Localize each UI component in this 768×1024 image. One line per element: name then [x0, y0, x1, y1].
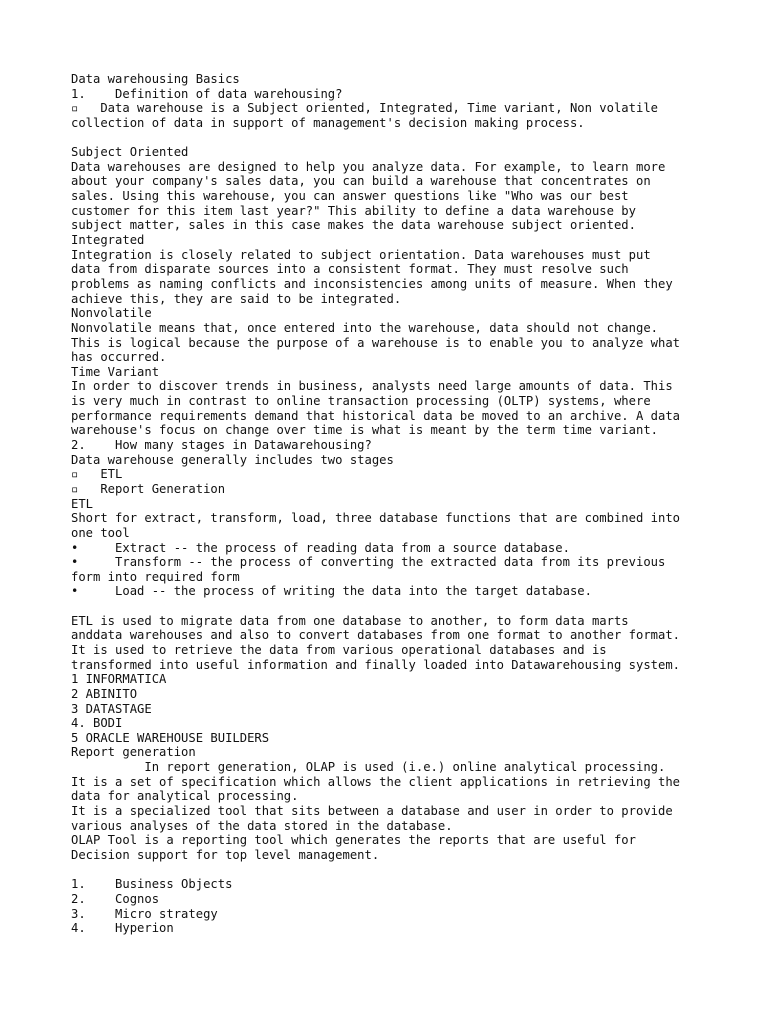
- text-line: 1. Definition of data warehousing?: [71, 86, 343, 101]
- text-line: one tool: [71, 525, 130, 540]
- text-line: form into required form: [71, 569, 240, 584]
- text-line: • Transform -- the process of converting the extracted data from its previous: [71, 555, 666, 570]
- text-line: 3 DATASTAGE: [71, 701, 152, 716]
- text-line: performance requirements demand that historical data be moved to an archive. A data: [71, 408, 681, 423]
- text-line: data for analytical processing.: [71, 789, 299, 804]
- text-line: • Load -- the process of writing the data into the target database.: [71, 584, 592, 599]
- text-line: 3. Micro strategy: [71, 906, 218, 921]
- text-line: customer for this item last year?" This ability to define a data warehouse by: [71, 203, 636, 218]
- text-line: ETL is used to migrate data from one database to another, to form data marts: [71, 613, 629, 628]
- text-line: data from disparate sources into a consistent format. They must resolve such: [71, 262, 629, 277]
- document-body: [71, 72, 731, 936]
- text-line: collection of data in support of management's decision making process.: [71, 115, 585, 130]
- text-line: In order to discover trends in business, analysts need large amounts of data. This: [71, 379, 673, 394]
- text-line: about your company's sales data, you can build a warehouse that concentrates on: [71, 174, 651, 189]
- text-line: subject matter, sales in this case makes the data warehouse subject oriented.: [71, 218, 636, 233]
- text-line: Time Variant: [71, 364, 160, 379]
- text-line: sales. Using this warehouse, you can answer questions like "Who was our best: [71, 189, 629, 204]
- text-line: Decision support for top level management.: [71, 847, 380, 862]
- text-line: Nonvolatile: [71, 306, 152, 321]
- text-line: 1. Business Objects: [71, 877, 233, 892]
- text-line: warehouse's focus on change over time is what is meant by the term time variant.: [71, 423, 658, 438]
- blank-line: [71, 599, 731, 614]
- text-line: ▫ ETL: [71, 467, 123, 482]
- text-line: is very much in contrast to online transaction processing (OLTP) systems, where: [71, 394, 651, 409]
- text-line: 2. Cognos: [71, 891, 160, 906]
- text-line: ▫ Data warehouse is a Subject oriented, Integrated, Time variant, Non volatile: [71, 101, 658, 116]
- blank-line: [71, 131, 731, 146]
- text-line: Subject Oriented: [71, 145, 189, 160]
- text-line: Integrated: [71, 233, 145, 248]
- text-line: 2 ABINITO: [71, 686, 138, 701]
- text-line: In report generation, OLAP is used (i.e.) online analytical processing.: [71, 760, 666, 775]
- text-line: transformed into useful information and finally loaded into Datawarehousing system.: [71, 657, 681, 672]
- text-line: ETL: [71, 496, 94, 511]
- text-line: It is a specialized tool that sits between a database and user in order to provide: [71, 804, 673, 819]
- text-line: achieve this, they are said to be integrated.: [71, 291, 402, 306]
- text-line: Short for extract, transform, load, three database functions that are combined into: [71, 511, 681, 526]
- text-line: Data warehouse generally includes two stages: [71, 452, 394, 467]
- text-line: 2. How many stages in Datawarehousing?: [71, 438, 372, 453]
- text-line: • Extract -- the process of reading data from a source database.: [71, 540, 570, 555]
- text-line: Nonvolatile means that, once entered into the warehouse, data should not change.: [71, 320, 658, 335]
- text-line: ▫ Report Generation: [71, 481, 226, 496]
- text-line: has occurred.: [71, 350, 167, 365]
- text-line: Data warehouses are designed to help you analyze data. For example, to learn more: [71, 159, 666, 174]
- text-line: 4. Hyperion: [71, 921, 174, 936]
- text-line: It is used to retrieve the data from various operational databases and is: [71, 642, 607, 657]
- text-line: problems as naming conflicts and inconsistencies among units of measure. When they: [71, 276, 673, 291]
- text-line: It is a set of specification which allows the client applications in retrieving the: [71, 774, 681, 789]
- text-line: Integration is closely related to subject orientation. Data warehouses must put: [71, 247, 651, 262]
- text-line: anddata warehouses and also to convert databases from one format to another format.: [71, 628, 681, 643]
- text-line: Data warehousing Basics: [71, 72, 240, 86]
- text-line: This is logical because the purpose of a warehouse is to enable you to analyze what: [71, 335, 681, 350]
- blank-line: [71, 863, 731, 878]
- text-line: 1 INFORMATICA: [71, 672, 167, 687]
- text-line: OLAP Tool is a reporting tool which generates the reports that are useful for: [71, 833, 636, 848]
- text-line: 4. BODI: [71, 716, 123, 731]
- text-line: Report generation: [71, 745, 196, 760]
- text-line: various analyses of the data stored in the database.: [71, 818, 453, 833]
- text-line: 5 ORACLE WAREHOUSE BUILDERS: [71, 730, 270, 745]
